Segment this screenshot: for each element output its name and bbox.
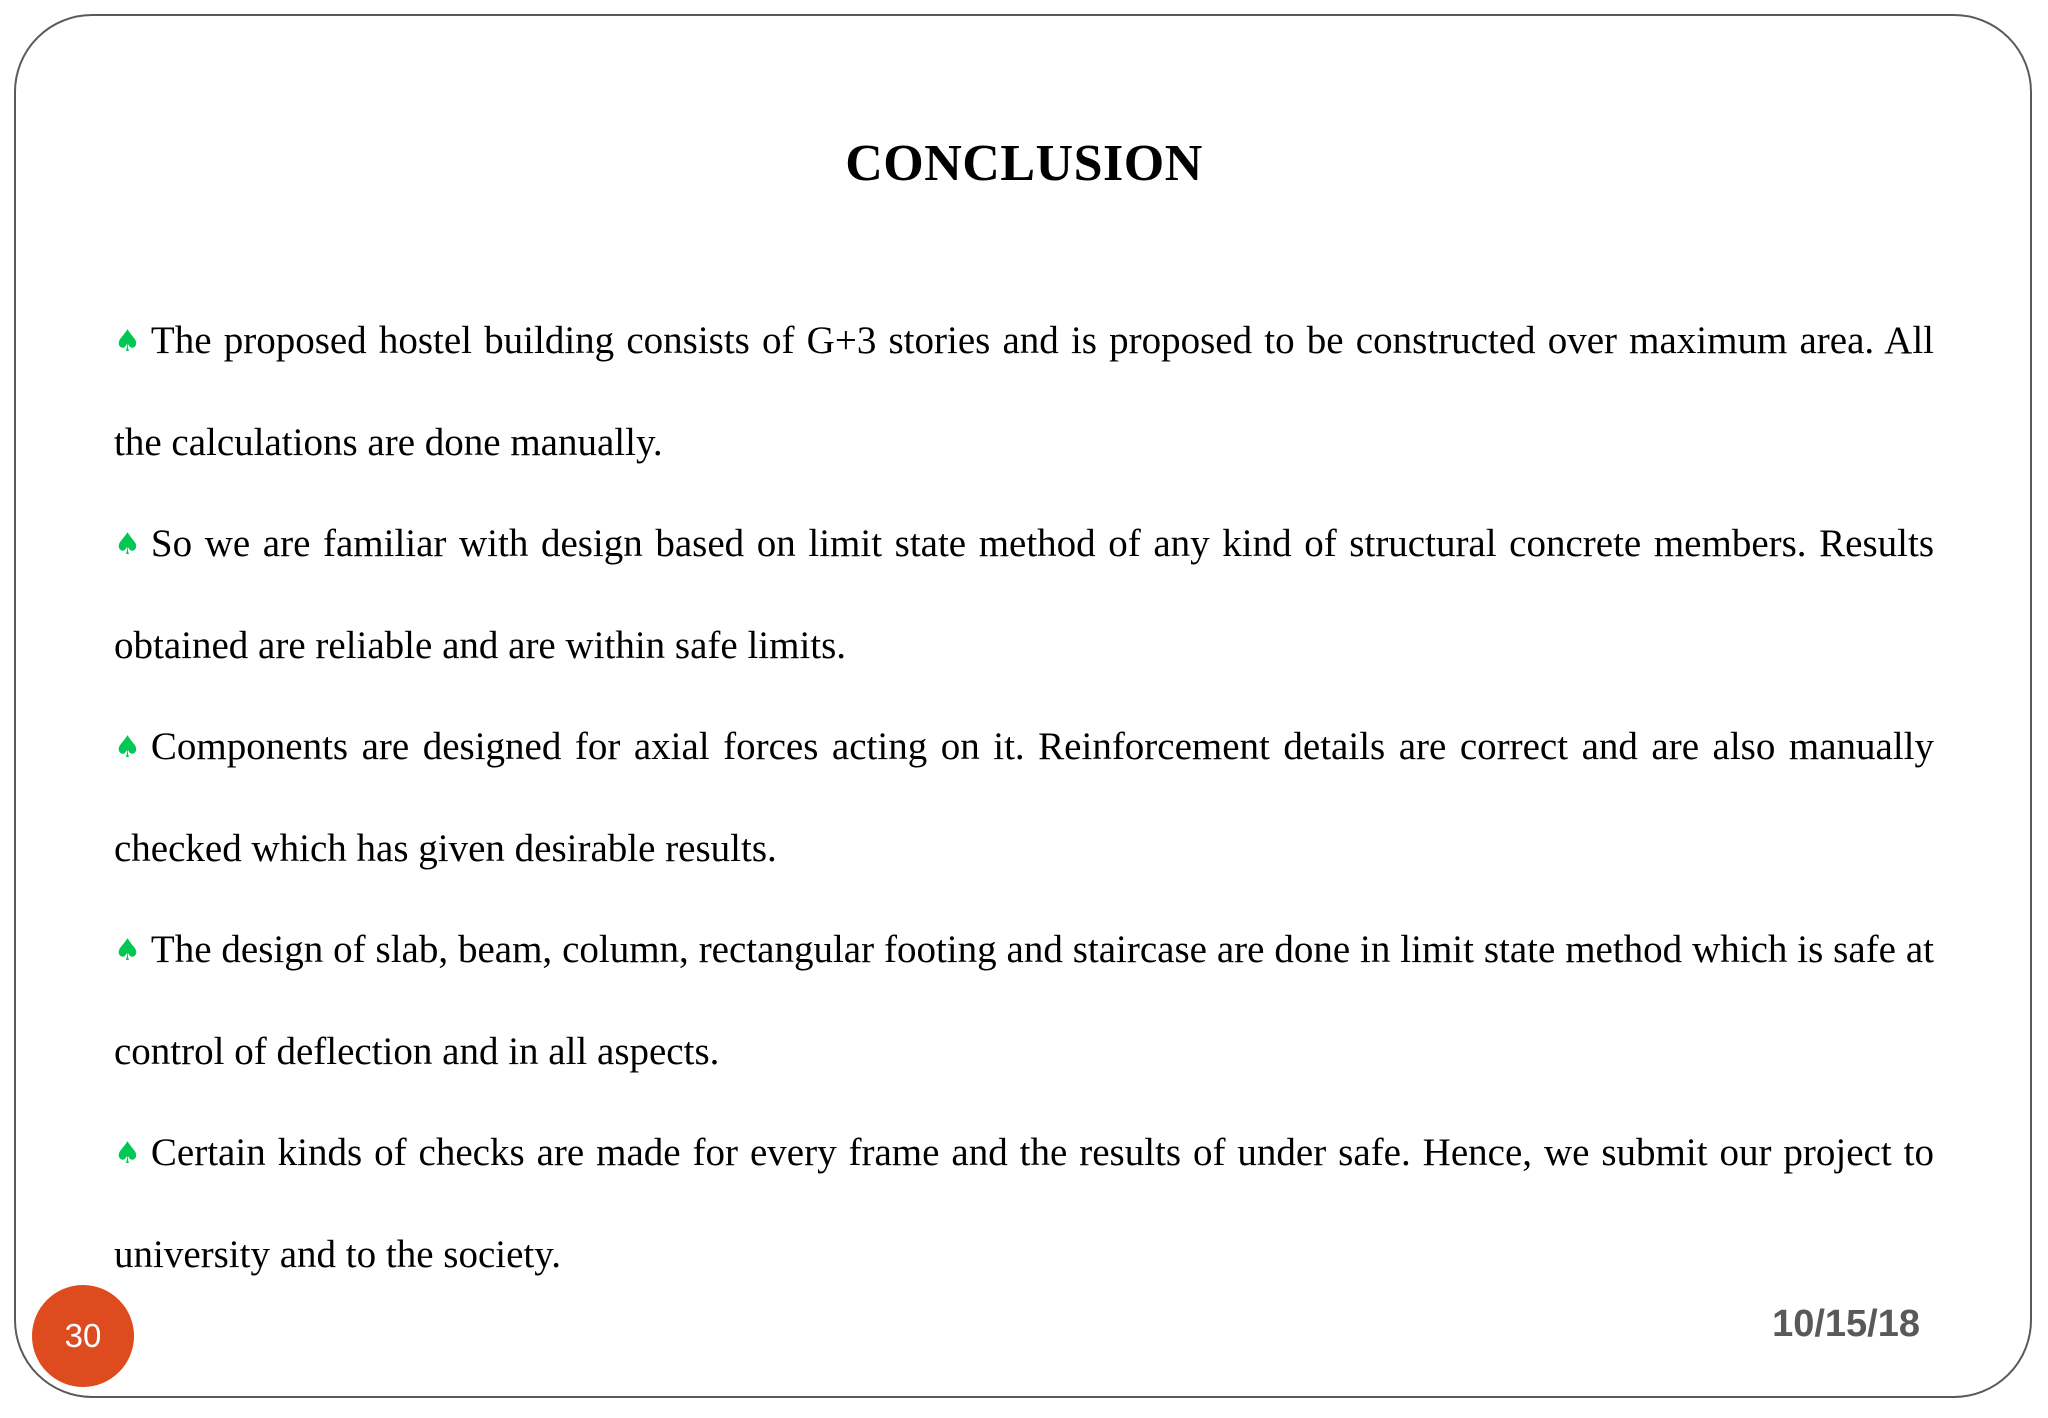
conclusion-paragraph-1 (114, 290, 1934, 493)
conclusion-body (114, 290, 1934, 1305)
conclusion-paragraph-5 (114, 1102, 1934, 1305)
spade-icon: ♠ (114, 527, 141, 562)
paragraph-text: The proposed hostel building consists of G+3 stories and is proposed to be constructed over maximum area. All the calculations are done manually. (114, 319, 1934, 464)
conclusion-paragraph-3 (114, 696, 1934, 899)
spade-icon: ♠ (114, 933, 141, 968)
spade-icon: ♠ (114, 730, 141, 765)
paragraph-text: So we are familiar with design based on limit state method of any kind of structural concrete members. Results obtained are reliable and are within safe limits. (114, 522, 1934, 667)
spade-icon: ♠ (114, 324, 141, 359)
page-number-badge: 30 (32, 1285, 134, 1387)
paragraph-text: The design of slab, beam, column, rectangular footing and staircase are done in limit state method which is safe at control of deflection and in all aspects. (114, 928, 1934, 1073)
conclusion-paragraph-4 (114, 899, 1934, 1102)
conclusion-paragraph-2 (114, 493, 1934, 696)
paragraph-text: Components are designed for axial forces acting on it. Reinforcement details are correct and are also manually checked which has given desirable results. (114, 725, 1934, 870)
slide-date: 10/15/18 (1772, 1303, 1920, 1345)
slide-title: CONCLUSION (845, 135, 1203, 192)
spade-icon: ♠ (114, 1136, 141, 1171)
paragraph-text: Certain kinds of checks are made for every frame and the results of under safe. Hence, we submit our project to university and to the society. (114, 1131, 1934, 1276)
